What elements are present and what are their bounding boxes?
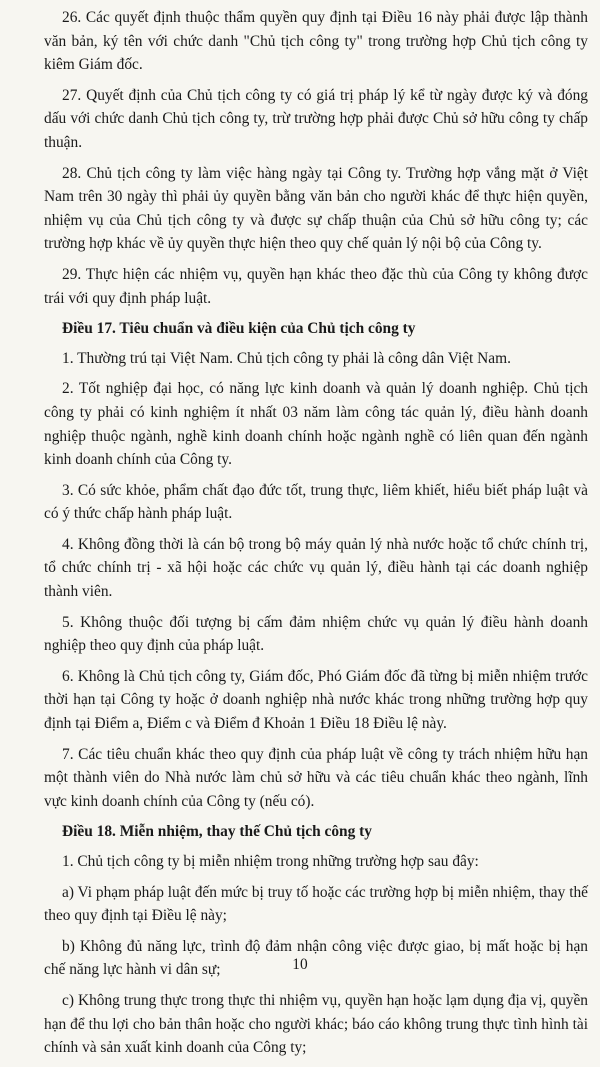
paragraph-item-27: 27. Quyết định của Chủ tịch công ty có giá trị pháp lý kể từ ngày được ký và đóng dấu với chức danh Chủ tịch công ty, trừ trường hợp phải được Chủ sở hữu công ty chấp thuận. (44, 86, 588, 151)
page-body (44, 6, 588, 1067)
heading-article-18: Điều 18. Miễn nhiệm, thay thế Chủ tịch công ty (62, 823, 372, 841)
paragraph-art18-item-1: 1. Chủ tịch công ty bị miễn nhiệm trong những trường hợp sau đây: (62, 853, 479, 870)
paragraph-art18-point-c: c) Không trung thực trong thực thi nhiệm vụ, quyền hạn hoặc lạm dụng địa vị, quyền hạn để thu lợi cho bản thân hoặc cho người khác; báo cáo không trung thực tình hình tài chính và sản xuất kinh doanh của Công ty; (44, 991, 588, 1057)
paragraph-art18-point-a: a) Vi phạm pháp luật đến mức bị truy tố hoặc các trường hợp bị miễn nhiệm, thay thế theo quy định tại Điều lệ này; (44, 883, 588, 925)
page-number: 10 (292, 956, 308, 973)
paragraph-item-26: 26. Các quyết định thuộc thẩm quyền quy định tại Điều 16 này phải được lập thành văn bản, ký tên với chức danh "Chủ tịch công ty" trong trường hợp Chủ tịch công ty kiêm Giám đốc. (44, 9, 588, 74)
paragraph-art17-item-6: 6. Không là Chủ tịch công ty, Giám đốc, Phó Giám đốc đã từng bị miễn nhiệm trước thời hạn tại Công ty hoặc ở doanh nghiệp nhà nước khác trong những trường hợp quy định tại Điểm a, Điểm c và Điểm đ Khoản 1 Điều 18 Điều lệ này. (44, 667, 588, 733)
paragraph-item-29: 29. Thực hiện các nhiệm vụ, quyền hạn khác theo đặc thù của Công ty không được trái với quy định pháp luật. (44, 265, 588, 307)
paragraph-art17-item-1: 1. Thường trú tại Việt Nam. Chủ tịch công ty phải là công dân Việt Nam. (62, 349, 511, 367)
paragraph-art17-item-5: 5. Không thuộc đối tượng bị cấm đảm nhiệm chức vụ quản lý điều hành doanh nghiệp theo quy định của pháp luật. (44, 613, 588, 655)
paragraph-art17-item-3: 3. Có sức khỏe, phẩm chất đạo đức tốt, trung thực, liêm khiết, hiểu biết pháp luật và có ý thức chấp hành pháp luật. (44, 481, 588, 523)
heading-article-17: Điều 17. Tiêu chuẩn và điều kiện của Chủ tịch công ty (62, 320, 416, 338)
paragraph-art17-item-2: 2. Tốt nghiệp đại học, có năng lực kinh doanh và quản lý doanh nghiệp. Chủ tịch công ty phải có kinh nghiệm ít nhất 03 năm làm công tác quản lý, điều hành doanh nghiệp thuộc ngành, nghề kinh doanh chính hoặc ngành nghề có liên quan đến ngành kinh doanh chính của Công ty. (44, 380, 588, 469)
paragraph-item-28: 28. Chủ tịch công ty làm việc hàng ngày tại Công ty. Trường hợp vắng mặt ở Việt Nam trên 30 ngày thì phải ủy quyền bằng văn bản cho người khác để thực hiện quyền, nhiệm vụ của Chủ tịch công ty và được sự chấp thuận của Chủ sở hữu công ty; các trường hợp khác về ủy quyền thực hiện theo quy chế quản lý nội bộ của Công ty. (44, 164, 588, 253)
paragraph-art18-point-b: b) Không đủ năng lực, trình độ đảm nhận công việc được giao, bị mất hoặc bị hạn chế năng lực hành vi dân sự; (44, 937, 588, 979)
paragraph-art17-item-7: 7. Các tiêu chuẩn khác theo quy định của pháp luật về công ty trách nhiệm hữu hạn một thành viên do Nhà nước làm chủ sở hữu và các tiêu chuẩn khác theo ngành, lĩnh vực kinh doanh chính của Công ty (nếu có). (44, 745, 588, 810)
paragraph-art17-item-4: 4. Không đồng thời là cán bộ trong bộ máy quản lý nhà nước hoặc tổ chức chính trị, tổ chức chính trị - xã hội hoặc các chức vụ quản lý, điều hành tại các doanh nghiệp thành viên. (44, 535, 588, 601)
